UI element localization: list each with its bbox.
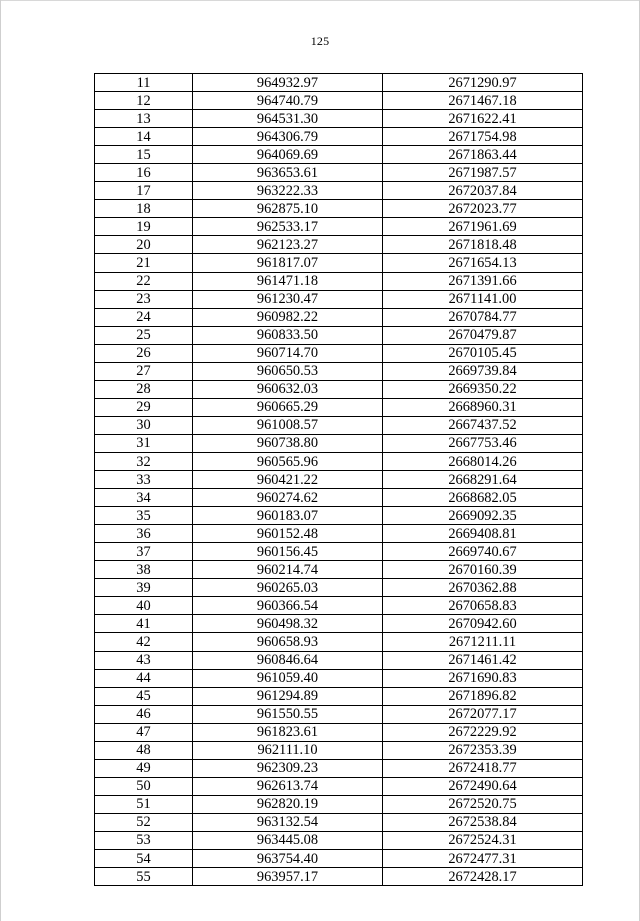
x-coordinate-cell: 964069.69 [193,146,383,164]
x-coordinate-cell: 963132.54 [193,813,383,831]
point-number-cell: 52 [95,813,193,831]
point-number-cell: 40 [95,597,193,615]
point-number-cell: 42 [95,633,193,651]
x-coordinate-cell: 960650.53 [193,362,383,380]
table-row [95,489,583,507]
x-coordinate-cell: 964306.79 [193,128,383,146]
table-row [95,561,583,579]
table-row [95,326,583,344]
y-coordinate-cell: 2671654.13 [383,254,583,272]
table-row [95,831,583,849]
x-coordinate-cell: 962309.23 [193,759,383,777]
table-row [95,146,583,164]
point-number-cell: 50 [95,777,193,795]
x-coordinate-cell: 961059.40 [193,669,383,687]
x-coordinate-cell: 961550.55 [193,705,383,723]
table-row [95,308,583,326]
table-row [95,344,583,362]
y-coordinate-cell: 2668014.26 [383,452,583,470]
x-coordinate-cell: 964740.79 [193,92,383,110]
x-coordinate-cell: 961294.89 [193,687,383,705]
y-coordinate-cell: 2671211.11 [383,633,583,651]
point-number-cell: 55 [95,868,193,886]
x-coordinate-cell: 960738.80 [193,434,383,452]
table-row [95,543,583,561]
x-coordinate-cell: 960421.22 [193,471,383,489]
point-number-cell: 18 [95,200,193,218]
coordinates-table-body [95,74,583,886]
x-coordinate-cell: 960274.62 [193,489,383,507]
y-coordinate-cell: 2672428.17 [383,868,583,886]
x-coordinate-cell: 960658.93 [193,633,383,651]
y-coordinate-cell: 2671818.48 [383,236,583,254]
y-coordinate-cell: 2671461.42 [383,651,583,669]
point-number-cell: 48 [95,741,193,759]
x-coordinate-cell: 964932.97 [193,74,383,92]
point-number-cell: 25 [95,326,193,344]
point-number-cell: 27 [95,362,193,380]
x-coordinate-cell: 961230.47 [193,290,383,308]
y-coordinate-cell: 2670942.60 [383,615,583,633]
table-row [95,813,583,831]
table-row [95,236,583,254]
table-row [95,380,583,398]
point-number-cell: 53 [95,831,193,849]
y-coordinate-cell: 2672077.17 [383,705,583,723]
y-coordinate-cell: 2672477.31 [383,850,583,868]
table-row [95,182,583,200]
table-row [95,669,583,687]
y-coordinate-cell: 2669350.22 [383,380,583,398]
point-number-cell: 33 [95,471,193,489]
point-number-cell: 44 [95,669,193,687]
table-row [95,218,583,236]
point-number-cell: 49 [95,759,193,777]
table-row [95,452,583,470]
x-coordinate-cell: 960833.50 [193,326,383,344]
y-coordinate-cell: 2672353.39 [383,741,583,759]
y-coordinate-cell: 2672418.77 [383,759,583,777]
point-number-cell: 21 [95,254,193,272]
table-row [95,272,583,290]
table-row [95,254,583,272]
x-coordinate-cell: 960714.70 [193,344,383,362]
point-number-cell: 43 [95,651,193,669]
page-left-edge [0,0,1,921]
table-row [95,759,583,777]
x-coordinate-cell: 960183.07 [193,507,383,525]
point-number-cell: 20 [95,236,193,254]
y-coordinate-cell: 2668682.05 [383,489,583,507]
y-coordinate-cell: 2671961.69 [383,218,583,236]
y-coordinate-cell: 2670362.88 [383,579,583,597]
x-coordinate-cell: 963222.33 [193,182,383,200]
y-coordinate-cell: 2671622.41 [383,110,583,128]
x-coordinate-cell: 962875.10 [193,200,383,218]
point-number-cell: 28 [95,380,193,398]
x-coordinate-cell: 963754.40 [193,850,383,868]
x-coordinate-cell: 964531.30 [193,110,383,128]
table-row [95,507,583,525]
x-coordinate-cell: 963653.61 [193,164,383,182]
table-row [95,777,583,795]
y-coordinate-cell: 2672524.31 [383,831,583,849]
point-number-cell: 14 [95,128,193,146]
y-coordinate-cell: 2671987.57 [383,164,583,182]
table-row [95,164,583,182]
table-row [95,705,583,723]
table-row [95,579,583,597]
table-row [95,723,583,741]
table-row [95,741,583,759]
y-coordinate-cell: 2668960.31 [383,398,583,416]
x-coordinate-cell: 962111.10 [193,741,383,759]
x-coordinate-cell: 960366.54 [193,597,383,615]
point-number-cell: 19 [95,218,193,236]
x-coordinate-cell: 960152.48 [193,525,383,543]
table-row [95,615,583,633]
x-coordinate-cell: 960214.74 [193,561,383,579]
y-coordinate-cell: 2671754.98 [383,128,583,146]
table-row [95,200,583,218]
table-row [95,868,583,886]
point-number-cell: 16 [95,164,193,182]
y-coordinate-cell: 2670105.45 [383,344,583,362]
y-coordinate-cell: 2670784.77 [383,308,583,326]
table-row [95,398,583,416]
x-coordinate-cell: 960498.32 [193,615,383,633]
point-number-cell: 41 [95,615,193,633]
page-number: 125 [310,34,330,48]
point-number-cell: 35 [95,507,193,525]
y-coordinate-cell: 2672520.75 [383,795,583,813]
x-coordinate-cell: 961471.18 [193,272,383,290]
x-coordinate-cell: 963445.08 [193,831,383,849]
point-number-cell: 29 [95,398,193,416]
table-row [95,416,583,434]
y-coordinate-cell: 2671863.44 [383,146,583,164]
table-row [95,651,583,669]
x-coordinate-cell: 962123.27 [193,236,383,254]
x-coordinate-cell: 960156.45 [193,543,383,561]
x-coordinate-cell: 960265.03 [193,579,383,597]
y-coordinate-cell: 2669092.35 [383,507,583,525]
table-row [95,525,583,543]
point-number-cell: 36 [95,525,193,543]
point-number-cell: 31 [95,434,193,452]
point-number-cell: 38 [95,561,193,579]
y-coordinate-cell: 2671391.66 [383,272,583,290]
y-coordinate-cell: 2670658.83 [383,597,583,615]
y-coordinate-cell: 2672490.64 [383,777,583,795]
y-coordinate-cell: 2671290.97 [383,74,583,92]
table-row [95,597,583,615]
x-coordinate-cell: 960565.96 [193,452,383,470]
table-row [95,687,583,705]
point-number-cell: 47 [95,723,193,741]
point-number-cell: 17 [95,182,193,200]
y-coordinate-cell: 2671896.82 [383,687,583,705]
y-coordinate-cell: 2671690.83 [383,669,583,687]
point-number-cell: 12 [95,92,193,110]
y-coordinate-cell: 2671141.00 [383,290,583,308]
y-coordinate-cell: 2668291.64 [383,471,583,489]
table-row [95,362,583,380]
x-coordinate-cell: 963957.17 [193,868,383,886]
x-coordinate-cell: 961008.57 [193,416,383,434]
y-coordinate-cell: 2672023.77 [383,200,583,218]
table-row [95,850,583,868]
y-coordinate-cell: 2671467.18 [383,92,583,110]
table-row [95,110,583,128]
point-number-cell: 23 [95,290,193,308]
point-number-cell: 45 [95,687,193,705]
y-coordinate-cell: 2672037.84 [383,182,583,200]
x-coordinate-cell: 962533.17 [193,218,383,236]
point-number-cell: 30 [95,416,193,434]
y-coordinate-cell: 2667753.46 [383,434,583,452]
y-coordinate-cell: 2669740.67 [383,543,583,561]
point-number-cell: 51 [95,795,193,813]
point-number-cell: 32 [95,452,193,470]
table-row [95,434,583,452]
point-number-cell: 26 [95,344,193,362]
x-coordinate-cell: 960665.29 [193,398,383,416]
table-row [95,92,583,110]
point-number-cell: 46 [95,705,193,723]
y-coordinate-cell: 2669739.84 [383,362,583,380]
point-number-cell: 13 [95,110,193,128]
x-coordinate-cell: 962613.74 [193,777,383,795]
table-row [95,290,583,308]
table-row [95,128,583,146]
x-coordinate-cell: 961817.07 [193,254,383,272]
x-coordinate-cell: 961823.61 [193,723,383,741]
point-number-cell: 37 [95,543,193,561]
y-coordinate-cell: 2670479.87 [383,326,583,344]
point-number-cell: 34 [95,489,193,507]
x-coordinate-cell: 962820.19 [193,795,383,813]
y-coordinate-cell: 2670160.39 [383,561,583,579]
page-top-edge [0,0,640,1]
y-coordinate-cell: 2667437.52 [383,416,583,434]
point-number-cell: 54 [95,850,193,868]
point-number-cell: 11 [95,74,193,92]
point-number-cell: 22 [95,272,193,290]
x-coordinate-cell: 960632.03 [193,380,383,398]
table-row [95,795,583,813]
point-number-cell: 15 [95,146,193,164]
x-coordinate-cell: 960982.22 [193,308,383,326]
point-number-cell: 24 [95,308,193,326]
y-coordinate-cell: 2672538.84 [383,813,583,831]
x-coordinate-cell: 960846.64 [193,651,383,669]
table-row [95,633,583,651]
y-coordinate-cell: 2669408.81 [383,525,583,543]
y-coordinate-cell: 2672229.92 [383,723,583,741]
table-row [95,471,583,489]
coordinates-table [94,73,583,886]
table-row [95,74,583,92]
point-number-cell: 39 [95,579,193,597]
